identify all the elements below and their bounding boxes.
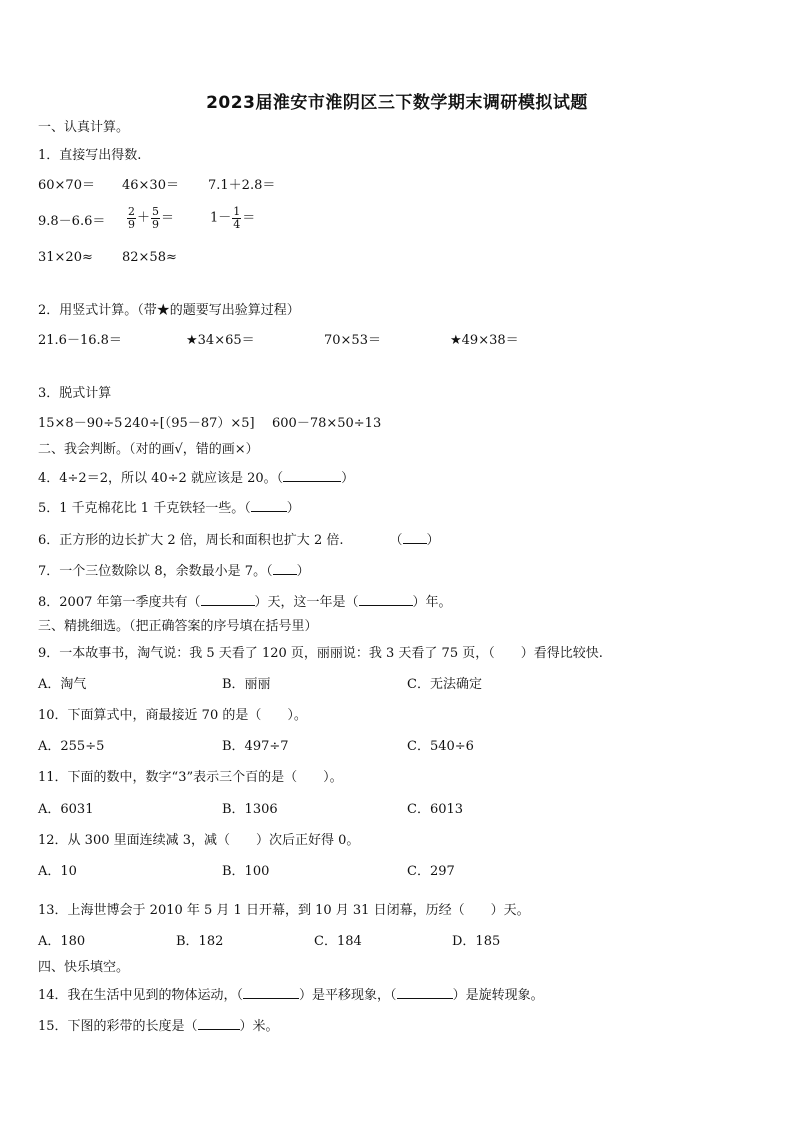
- numerator: 5: [152, 205, 160, 218]
- denominator: 9: [152, 218, 160, 231]
- question-1-label: 1．直接写出得数.: [38, 148, 142, 163]
- question-text: 7．一个三位数除以 8，余数最小是 7。（: [38, 564, 273, 579]
- plus-sign: ＋: [137, 210, 151, 226]
- question-text: 5．1 千克棉花比 1 千克铁轻一些。（: [38, 501, 251, 516]
- vertical-calc-item: 70×53＝: [324, 333, 381, 348]
- option-a[interactable]: A．180: [38, 934, 86, 949]
- section-4-heading: 四、快乐填空。: [38, 960, 130, 975]
- option-a[interactable]: A．10: [38, 864, 77, 879]
- section-3-heading: 三、精挑细选。（把正确答案的序号填在括号里）: [38, 619, 318, 634]
- fraction-expression: [210, 206, 255, 231]
- option-b[interactable]: B．182: [176, 934, 224, 949]
- option-c[interactable]: C．297: [407, 864, 455, 879]
- calc-item: 60×70＝: [38, 178, 95, 193]
- question-text: ）年。: [412, 595, 452, 610]
- option-b[interactable]: B．497÷7: [222, 739, 289, 754]
- one-minus: 1－: [210, 210, 232, 226]
- answer-blank[interactable]: [201, 593, 255, 606]
- vertical-calc-item: ★34×65＝: [186, 333, 255, 348]
- question-5: [38, 499, 300, 517]
- paren-open: （: [389, 533, 403, 548]
- fraction-expression: [126, 206, 174, 231]
- answer-blank[interactable]: [403, 531, 427, 544]
- question-text: 4．4÷2＝2，所以 40÷2 就应该是 20。（: [38, 471, 284, 486]
- option-b[interactable]: B．100: [222, 864, 270, 879]
- question-text: ）天，这一年是（: [254, 595, 359, 610]
- question-text: ）米。: [239, 1019, 279, 1034]
- option-a[interactable]: A．6031: [38, 802, 94, 817]
- question-text: ）是平移现象，（: [299, 988, 397, 1003]
- fraction: [151, 206, 160, 231]
- question-14: [38, 986, 544, 1004]
- numerator: 1: [233, 205, 241, 218]
- option-c[interactable]: C．184: [314, 934, 362, 949]
- denominator: 4: [233, 218, 241, 231]
- vertical-calc-item: ★49×38＝: [450, 333, 519, 348]
- question-3-label: 3．脱式计算: [38, 386, 112, 401]
- option-a[interactable]: A．淘气: [38, 677, 87, 692]
- answer-blank[interactable]: [283, 469, 341, 482]
- question-10: 10．下面算式中，商最接近 70 的是（ ）。: [38, 708, 307, 723]
- vertical-calc-item: 21.6－16.8＝: [38, 333, 122, 348]
- answer-blank[interactable]: [273, 562, 297, 575]
- page-title: 2023届淮安市淮阴区三下数学期末调研模拟试题: [206, 93, 588, 113]
- answer-blank[interactable]: [251, 499, 287, 512]
- paren-close: ）: [286, 501, 300, 516]
- step-calc-item: 240÷[（95－87）×5]: [124, 416, 255, 431]
- equals-sign: ＝: [242, 210, 256, 226]
- paren-close: ）: [296, 564, 310, 579]
- section-2-heading: 二、我会判断。（对的画√，错的画×）: [38, 442, 259, 457]
- paren-close: ）: [341, 471, 355, 486]
- calc-item: 9.8－6.6＝: [38, 214, 106, 229]
- question-15: [38, 1017, 279, 1035]
- option-c[interactable]: C．540÷6: [407, 739, 474, 754]
- question-9: 9．一本故事书，淘气说：我 5 天看了 120 页，丽丽说：我 3 天看了 75 页，（ ）看得比较快.: [38, 646, 603, 661]
- denominator: 9: [128, 218, 135, 231]
- answer-blank[interactable]: [359, 593, 413, 606]
- option-a[interactable]: A．255÷5: [38, 739, 105, 754]
- option-c[interactable]: C．无法确定: [407, 677, 482, 692]
- answer-blank[interactable]: [243, 986, 299, 999]
- option-d[interactable]: D．185: [452, 934, 501, 949]
- answer-blank[interactable]: [198, 1017, 240, 1030]
- option-b[interactable]: B．1306: [222, 802, 278, 817]
- calc-item: 31×20≈: [38, 250, 93, 265]
- option-c[interactable]: C．6013: [407, 802, 464, 817]
- question-6: [38, 531, 440, 549]
- equals-sign: ＝: [161, 210, 175, 226]
- question-text: 6．正方形的边长扩大 2 倍，周长和面积也扩大 2 倍.: [38, 533, 344, 548]
- question-text: 14．我在生活中见到的物体运动，（: [38, 988, 244, 1003]
- step-calc-item: 600－78×50÷13: [272, 416, 382, 431]
- fraction: [232, 206, 241, 231]
- calc-item: 46×30＝: [122, 178, 179, 193]
- calc-item: 82×58≈: [122, 250, 177, 265]
- question-text: 15．下图的彩带的长度是（: [38, 1019, 198, 1034]
- calc-item: 7.1＋2.8＝: [208, 178, 276, 193]
- numerator: 2: [128, 205, 135, 218]
- question-12: 12．从 300 里面连续减 3，减（ ）次后正好得 0。: [38, 833, 360, 848]
- step-calc-item: 15×8－90÷5: [38, 416, 123, 431]
- fraction: [127, 206, 136, 231]
- question-text: 8．2007 年第一季度共有（: [38, 595, 201, 610]
- answer-blank[interactable]: [397, 986, 453, 999]
- question-7: [38, 562, 310, 580]
- question-11: 11．下面的数中，数字“3”表示三个百的是（ ）。: [38, 770, 343, 785]
- question-8: [38, 593, 452, 611]
- option-b[interactable]: B．丽丽: [222, 677, 271, 692]
- question-text: ）是旋转现象。: [452, 988, 544, 1003]
- question-4: [38, 469, 354, 487]
- question-13: 13．上海世博会于 2010 年 5 月 1 日开幕，到 10 月 31 日闭幕，历经（ ）天。: [38, 903, 530, 918]
- section-1-heading: 一、认真计算。: [38, 120, 130, 135]
- paren-close: ）: [426, 533, 440, 548]
- question-2-label: 2．用竖式计算。（带★的题要写出验算过程）: [38, 303, 300, 318]
